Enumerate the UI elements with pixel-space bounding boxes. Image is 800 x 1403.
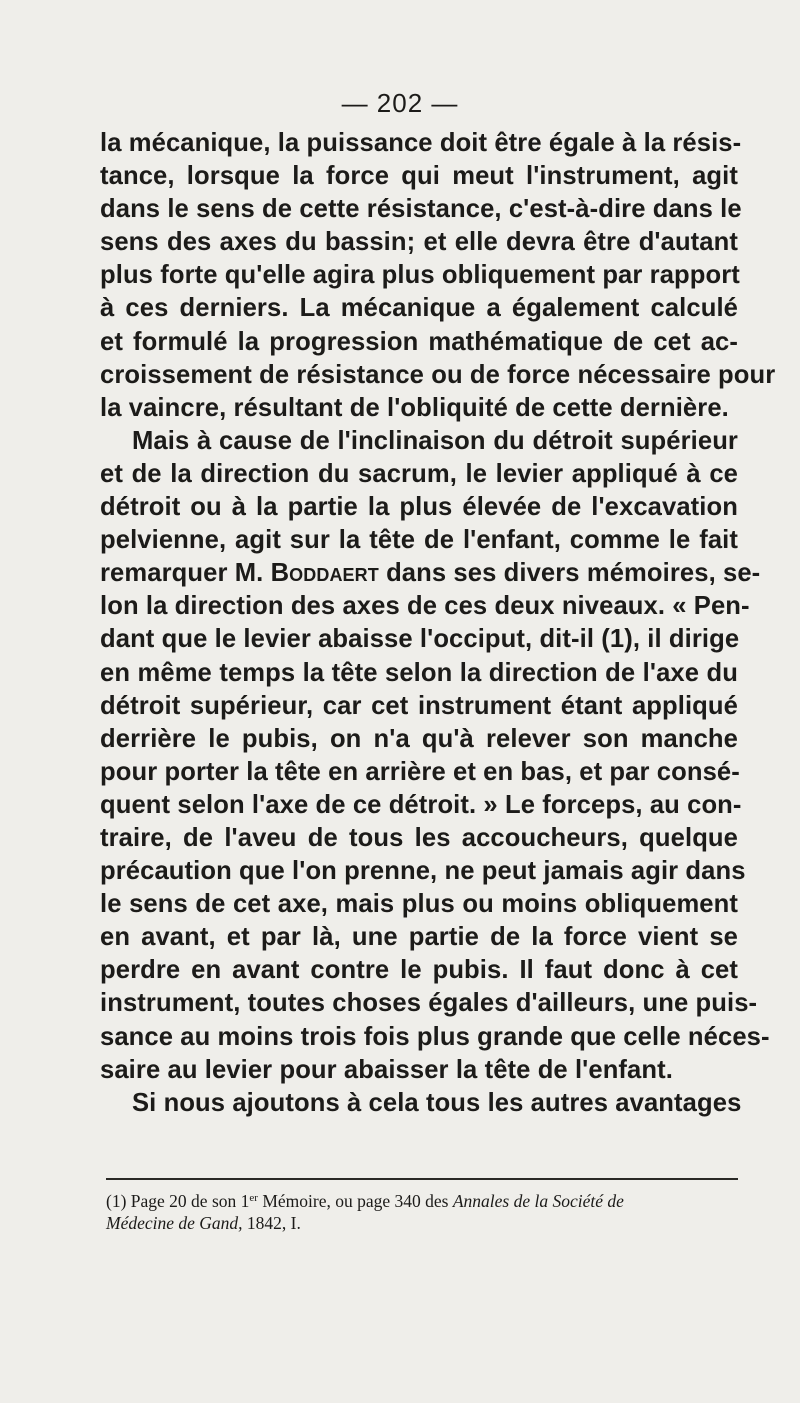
footnote-line [106,1212,738,1234]
text-line-with-author [100,557,761,590]
text-line: détroit ou à la partie la plus élevée de l'excavation [100,493,738,522]
text-line: derrière le pubis, on n'a qu'à relever son manche [100,724,738,753]
footnote-text: (1) Page 20 de son 1 [106,1191,250,1211]
text-line: croissement de résistance ou de force nécessaire pour [100,360,776,389]
footnote-divider [106,1178,738,1180]
footnote-text: 1842, I. [242,1213,301,1233]
text-line: sens des axes du bassin; et elle devra être d'autant [100,228,738,257]
text-line: traire, de l'aveu de tous les accoucheurs, quelque [100,823,738,852]
footnote-line [106,1190,738,1212]
author-name: Boddaert [270,559,379,588]
text-line: précaution que l'on prenne, ne peut jamais agir dans [100,857,746,886]
text-fragment: dans ses divers mémoires, se- [386,559,761,588]
text-line: plus forte qu'elle agira plus obliquement par rapport [100,261,740,290]
paragraph-start-line: Mais à cause de l'inclinaison du détroit supérieur [132,426,738,455]
text-line: et formulé la progression mathématique de cet ac- [100,327,738,356]
text-line: à ces derniers. La mécanique a également calculé [100,294,738,323]
journal-title-continued: Médecine de Gand, [106,1213,243,1233]
footnote-superscript: er [249,1192,258,1204]
paragraph-start-line: Si nous ajoutons à cela tous les autres avantages [132,1088,742,1117]
text-line: la mécanique, la puissance doit être égale à la résis- [100,129,742,157]
text-line: et de la direction du sacrum, le levier appliqué à ce [100,459,738,488]
text-line: perdre en avant contre le pubis. Il faut donc à cet [100,956,738,985]
footnote-text: Mémoire, ou page 340 des [257,1191,453,1211]
text-line: en même temps la tête selon la direction de l'axe du [100,658,738,687]
text-line: quent selon l'axe de ce détroit. » Le forceps, au con- [100,790,742,819]
text-line: tance, lorsque la force qui meut l'instrument, agit [100,162,738,191]
text-line: saire au levier pour abaisser la tête de l'enfant. [100,1055,673,1084]
text-fragment: remarquer M. [100,559,264,588]
text-line: détroit supérieur, car cet instrument étant appliqué [100,691,738,720]
page-number: — 202 — [341,88,459,118]
text-line: en avant, et par là, une partie de la force vient se [100,923,738,952]
journal-title: Annales de la Société de [452,1191,624,1211]
text-line: sance au moins trois fois plus grande que celle néces- [100,1022,770,1051]
text-line: lon la direction des axes de ces deux niveaux. « Pen- [100,592,750,621]
text-line: pour porter la tête en arrière et en bas, et par consé- [100,757,740,786]
footnote [106,1190,738,1234]
text-line: instrument, toutes choses égales d'ailleurs, une puis- [100,989,758,1018]
text-line: la vaincre, résultant de l'obliquité de cette dernière. [100,393,729,422]
main-text [100,127,776,1120]
text-line: dans le sens de cette résistance, c'est-à-dire dans le [100,195,742,224]
text-line: dant que le levier abaisse l'occiput, dit-il (1), il dirige [100,625,740,654]
text-line: le sens de cet axe, mais plus ou moins obliquement [100,890,738,919]
text-line: pelvienne, agit sur la tête de l'enfant, comme le fait [100,526,738,555]
